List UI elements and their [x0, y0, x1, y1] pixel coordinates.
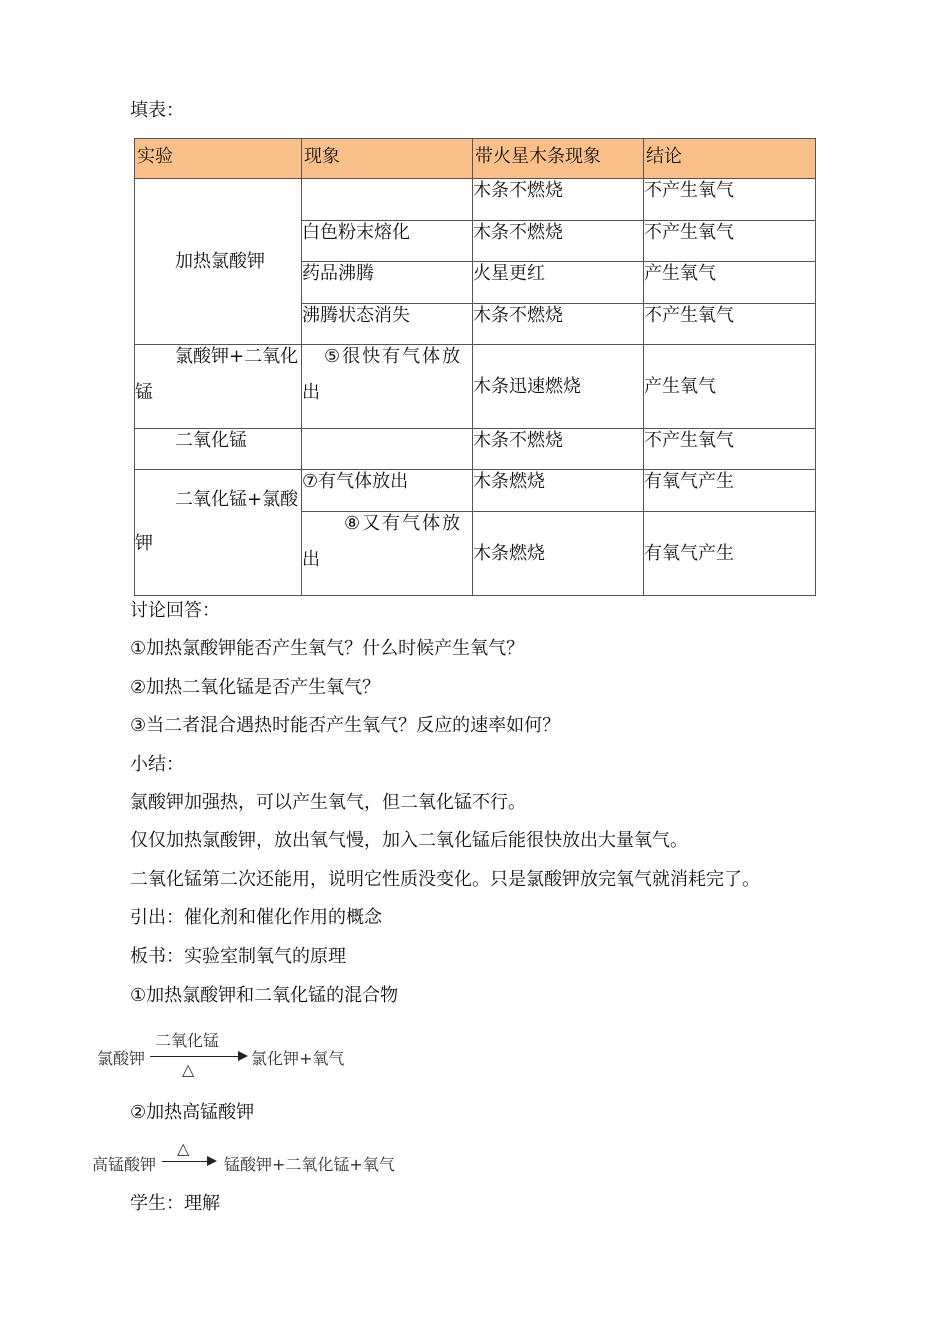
discussion-title: 讨论回答： — [130, 600, 220, 621]
header-experiment: 实验 — [135, 139, 302, 179]
conclusion-cell: 有氧气产生 — [644, 470, 816, 512]
stick-cell: 木条不燃烧 — [473, 429, 644, 470]
summary-title: 小结： — [130, 754, 184, 775]
phenomenon-cell: ⑦有气体放出 — [302, 470, 473, 512]
discussion-question-1: ①加热氯酸钾能否产生氧气？什么时候产生氧气？ — [130, 638, 525, 659]
table-row — [135, 470, 816, 512]
header-stick: 带火星木条现象 — [473, 139, 644, 179]
stick-cell: 木条不燃烧 — [473, 221, 644, 262]
student-line: 学生：理解 — [130, 1193, 220, 1214]
intro-line: 引出：催化剂和催化作用的概念 — [130, 907, 382, 928]
conclusion-cell: 不产生氧气 — [644, 429, 816, 470]
stick-cell: 木条燃烧 — [473, 470, 644, 512]
eq2-arrow-line — [162, 1161, 210, 1162]
phenomenon-cell — [302, 179, 473, 221]
method-2-line: ②加热高锰酸钾 — [130, 1102, 255, 1123]
experiment-table — [134, 138, 816, 596]
eq2-reactant: 高锰酸钾 — [92, 1155, 157, 1174]
conclusion-cell: 产生氧气 — [644, 345, 816, 429]
eq1-condition-below: △ — [182, 1060, 195, 1079]
summary-line-1: 氯酸钾加强热，可以产生氧气，但二氧化锰不行。 — [130, 792, 526, 813]
stick-cell: 木条迅速燃烧 — [473, 345, 644, 429]
eq1-reactant: 氯酸钾 — [97, 1049, 146, 1068]
stick-cell: 木条不燃烧 — [473, 179, 644, 221]
summary-line-2: 仅仅加热氯酸钾，放出氧气慢，加入二氧化锰后能很快放出大量氧气。 — [130, 830, 688, 851]
phenomenon-cell: 白色粉末熔化 — [302, 221, 473, 262]
phenomenon-cell: 沸腾状态消失 — [302, 304, 473, 345]
summary-line-3: 二氧化锰第二次还能用，说明它性质没变化。只是氯酸钾放完氧气就消耗完了。 — [130, 869, 760, 890]
method-1-line: ①加热氯酸钾和二氧化锰的混合物 — [130, 985, 399, 1006]
table-row — [135, 429, 816, 470]
eq2-condition-above: △ — [177, 1139, 190, 1158]
conclusion-cell: 不产生氧气 — [644, 221, 816, 262]
conclusion-cell: 产生氧气 — [644, 262, 816, 304]
header-conclusion: 结论 — [644, 139, 816, 179]
conclusion-cell: 不产生氧气 — [644, 304, 816, 345]
experiment-cell: 二氧化锰+氯酸 钾 — [135, 470, 302, 596]
stick-cell: 木条燃烧 — [473, 512, 644, 596]
eq1-condition-above: 二氧化锰 — [155, 1031, 220, 1050]
eq2-arrow-head-icon — [207, 1156, 217, 1166]
phenomenon-cell — [302, 429, 473, 470]
stick-cell: 木条不燃烧 — [473, 304, 644, 345]
conclusion-cell: 有氧气产生 — [644, 512, 816, 596]
conclusion-cell: 不产生氧气 — [644, 179, 816, 221]
eq1-arrow-line — [150, 1056, 240, 1057]
discussion-question-2: ②加热二氧化锰是否产生氧气？ — [130, 677, 381, 698]
experiment-cell: 氯酸钾+二氧化 锰 — [135, 345, 302, 429]
stick-cell: 火星更红 — [473, 262, 644, 304]
header-phenomenon: 现象 — [302, 139, 473, 179]
phenomenon-cell: ⑤很快有气体放 出 — [302, 345, 473, 429]
eq1-product: 氯化钾+氧气 — [251, 1049, 345, 1068]
table-row — [135, 345, 816, 429]
experiment-cell: 加热氯酸钾 — [135, 179, 302, 345]
table-header-row — [135, 139, 816, 179]
fill-table-label: 填表： — [130, 100, 184, 121]
board-line: 板书：实验室制氧气的原理 — [130, 946, 346, 967]
table-row — [135, 179, 816, 221]
discussion-question-3: ③当二者混合遇热时能否产生氧气？反应的速率如何？ — [130, 715, 561, 736]
eq2-product: 锰酸钾+二氧化锰+氧气 — [224, 1155, 395, 1174]
phenomenon-cell: ⑧又有气体放 出 — [302, 512, 473, 596]
experiment-cell: 二氧化锰 — [135, 429, 302, 470]
eq1-arrow-head-icon — [238, 1051, 248, 1061]
phenomenon-cell: 药品沸腾 — [302, 262, 473, 304]
